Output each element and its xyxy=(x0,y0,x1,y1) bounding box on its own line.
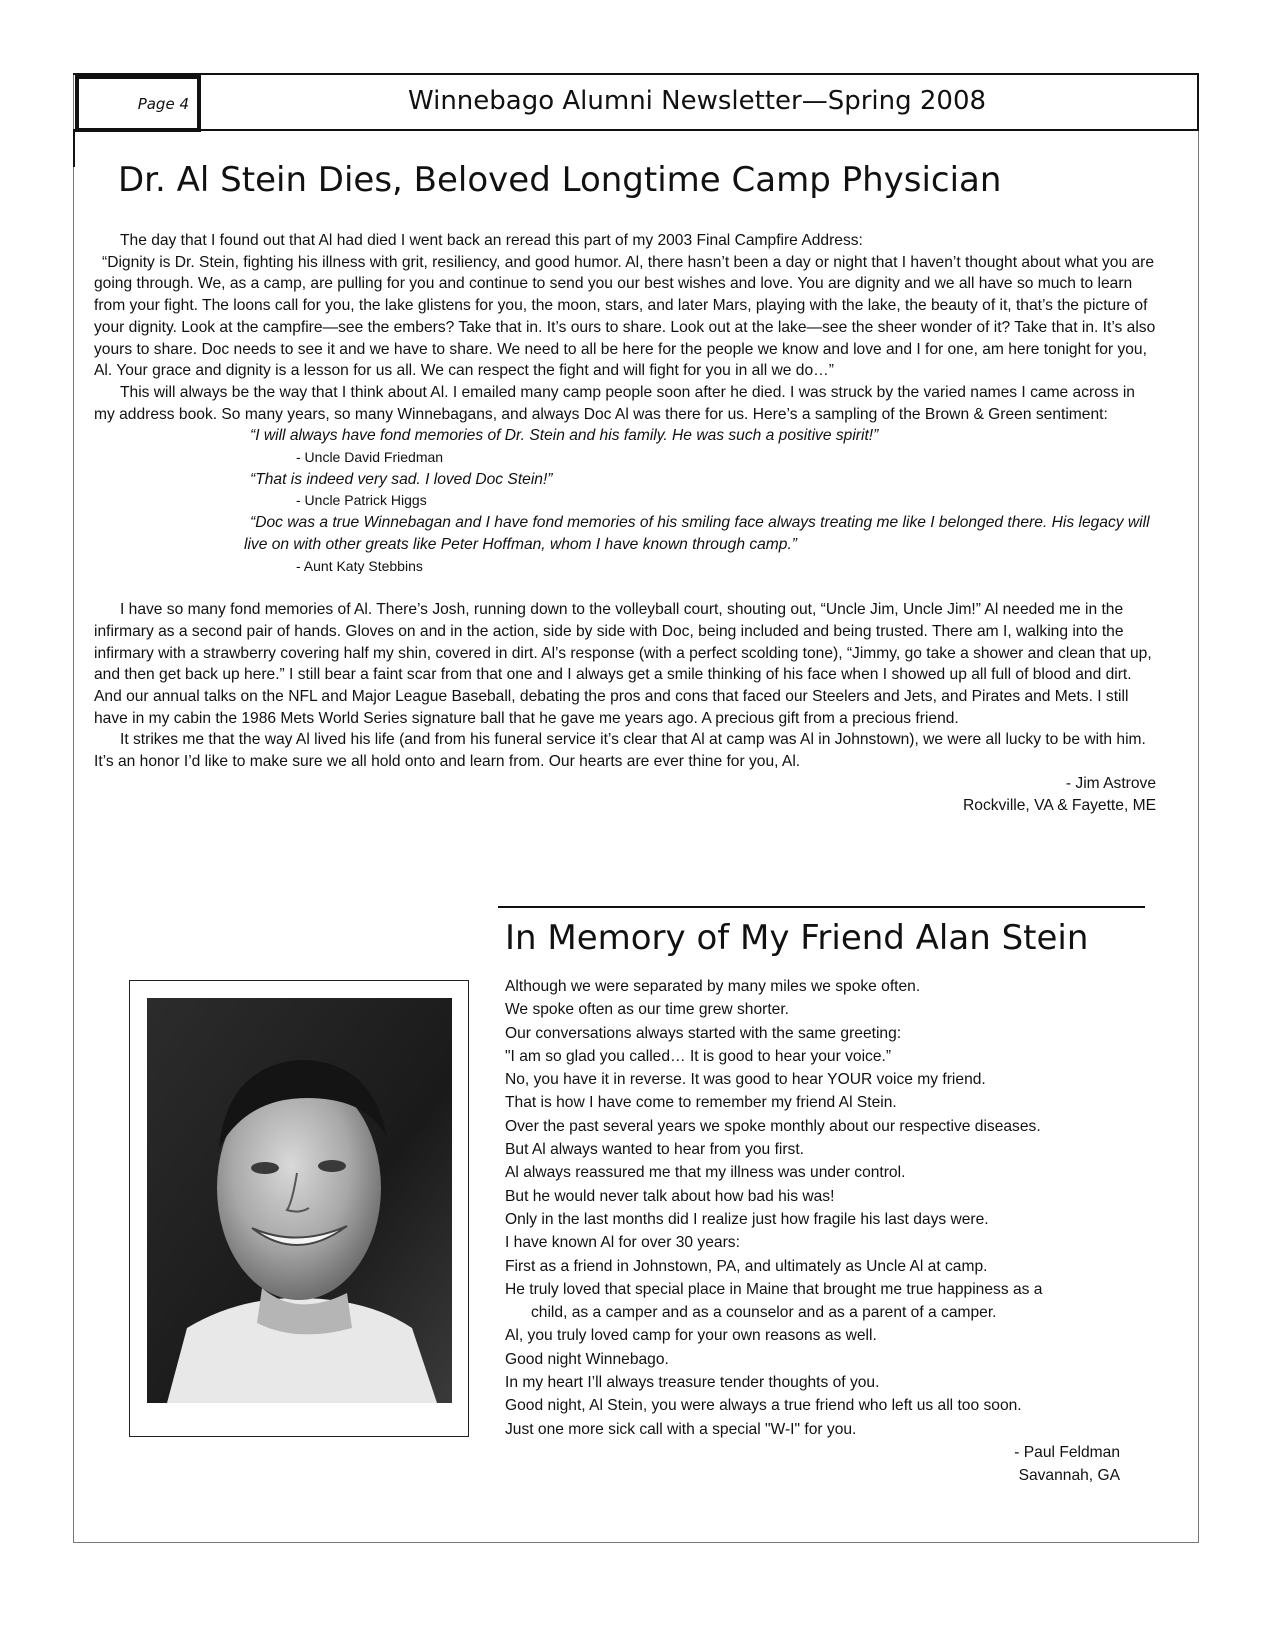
campfire-address-quote: “Dignity is Dr. Stein, fighting his illness with grit, resiliency, and good humor. Al, there hasn’t been a day or night that I haven’t thought about what you are going through. We, as a camp, are pulling for you and continue to send you our best wishes and love. You are dignity and we all have so much to learn from your fight. The loons call for you, the lake glistens for you, the moon, stars, and later Mars, playing with the lake, the beauty of it, that’s the picture of your dignity. Look at the campfire—see the embers? Take that in. It’s ours to share. Look out at the lake—see the sheer wonder of it? Take that in. It’s also yours to share. Doc needs to see it and we have to share. We need to all be here for the people we know and love and I for one, am here tonight for you, Al. Your grace and dignity is a lesson for us all. We can respect the fight and will fight for you in all we do…” xyxy=(94,253,1156,380)
header-left-rule xyxy=(73,131,75,167)
memorial-poem xyxy=(505,975,1150,1488)
poem-line: We spoke often as our time grew shorter. xyxy=(505,1001,789,1019)
poem-line: First as a friend in Johnstown, PA, and ultimately as Uncle Al at camp. xyxy=(505,1257,988,1275)
author-name: - Jim Astrove xyxy=(1065,774,1156,792)
poem-line: Our conversations always started with the same greeting: xyxy=(505,1024,902,1042)
portrait-photo xyxy=(147,998,452,1403)
article-title: Dr. Al Stein Dies, Beloved Longtime Camp Physician xyxy=(118,160,1002,200)
article-body xyxy=(94,230,1156,816)
testimonial-list xyxy=(244,425,1156,577)
poem-line: Over the past several years we spoke monthly about our respective diseases. xyxy=(505,1117,1041,1135)
testimonial-author: - Uncle Patrick Higgs xyxy=(296,492,427,509)
poem-line: Good night Winnebago. xyxy=(505,1350,669,1368)
testimonial-quote: “Doc was a true Winnebagan and I have fond memories of his smiling face always treating me like I belonged there. His legacy will live on with other greats like Peter Hoffman, whom I have known through camp.” xyxy=(244,514,1150,553)
poem-line: But Al always wanted to hear from you first. xyxy=(505,1141,805,1159)
poem-line: That is how I have come to remember my friend Al Stein. xyxy=(505,1094,897,1112)
poem-line: Although we were separated by many miles we spoke often. xyxy=(505,978,921,995)
poem-author-name: - Paul Feldman xyxy=(1014,1443,1120,1461)
header-rule xyxy=(73,129,1199,131)
testimonial-quote: “That is indeed very sad. I loved Doc Stein!” xyxy=(250,470,553,488)
poem-line: Al, you truly loved camp for your own reasons as well. xyxy=(505,1327,877,1345)
testimonial-quote: “I will always have fond memories of Dr. Stein and his family. He was such a positive spirit!” xyxy=(250,427,879,445)
article-paragraph: It strikes me that the way Al lived his life (and from his funeral service it’s clear that Al at camp was Al in Johnstown), we were all lucky to be with him. It’s an honor I’d like to make sure we all hold onto and learn from. Our hearts are ever thine for you, Al. xyxy=(94,731,1146,771)
poem-line: But he would never talk about how bad his was! xyxy=(505,1187,835,1205)
poem-line: Good night, Al Stein, you were always a true friend who left us all too soon. xyxy=(505,1397,1022,1415)
page-label: Page 4 xyxy=(137,94,189,113)
poem-line: Only in the last months did I realize just how fragile his last days were. xyxy=(505,1210,989,1228)
poem-line: He truly loved that special place in Maine that brought me true happiness as a xyxy=(505,1280,1043,1298)
poem-line: child, as a camper and as a counselor and as a parent of a camper. xyxy=(531,1304,997,1322)
poem-line: No, you have it in reverse. It was good to hear YOUR voice my friend. xyxy=(505,1071,986,1089)
poem-line: I have known Al for over 30 years: xyxy=(505,1234,740,1252)
poem-line: Al always reassured me that my illness was under control. xyxy=(505,1164,906,1182)
poem-line: "I am so glad you called… It is good to hear your voice.” xyxy=(505,1047,892,1065)
article-paragraph: I have so many fond memories of Al. There’s Josh, running down to the volleyball court, shouting out, “Uncle Jim, Uncle Jim!” Al needed me in the infirmary as a second pair of hands. Gloves on and in the action, side by side with Doc, being included and being trusted. There am I, walking into the infirmary with a strawberry covering half my shin, covered in dirt. Al’s response (with a perfect scolding tone), “Jimmy, go take a shower and clean that up, and then get back up here.” I still bear a faint scar from that one and I always get a smile thinking of his face when I showed up all full of blood and dirt. And our annual talks on the NFL and Major League Baseball, debating the pros and cons that faced our Steelers and Jets, and Pirates and Mets. I still have in my cabin the 1986 Mets World Series signature ball that he gave me years ago. A precious gift from a precious friend. xyxy=(94,601,1152,727)
spacer xyxy=(94,577,1156,599)
section-divider xyxy=(498,906,1145,908)
newsletter-title: Winnebago Alumni Newsletter—Spring 2008 xyxy=(407,86,987,116)
page-number-box xyxy=(75,75,201,132)
memorial-title: In Memory of My Friend Alan Stein xyxy=(505,918,1089,958)
article-intro: The day that I found out that Al had died I went back an reread this part of my 2003 Final Campfire Address: xyxy=(120,232,863,249)
poem-author-location: Savannah, GA xyxy=(1018,1467,1120,1485)
testimonial-author: - Uncle David Friedman xyxy=(296,449,444,466)
poem-line: In my heart I’ll always treasure tender thoughts of you. xyxy=(505,1374,880,1392)
article-paragraph: This will always be the way that I think about Al. I emailed many camp people soon after he died. I was struck by the varied names I came across in my address book. So many years, so many Winnebagans, and always Doc Al was there for us. Here’s a sampling of the Brown & Green sentiment: xyxy=(94,383,1135,423)
testimonial-author: - Aunt Katy Stebbins xyxy=(296,557,423,574)
author-location: Rockville, VA & Fayette, ME xyxy=(963,796,1156,814)
poem-line: Just one more sick call with a special "W-I" for you. xyxy=(505,1420,857,1438)
